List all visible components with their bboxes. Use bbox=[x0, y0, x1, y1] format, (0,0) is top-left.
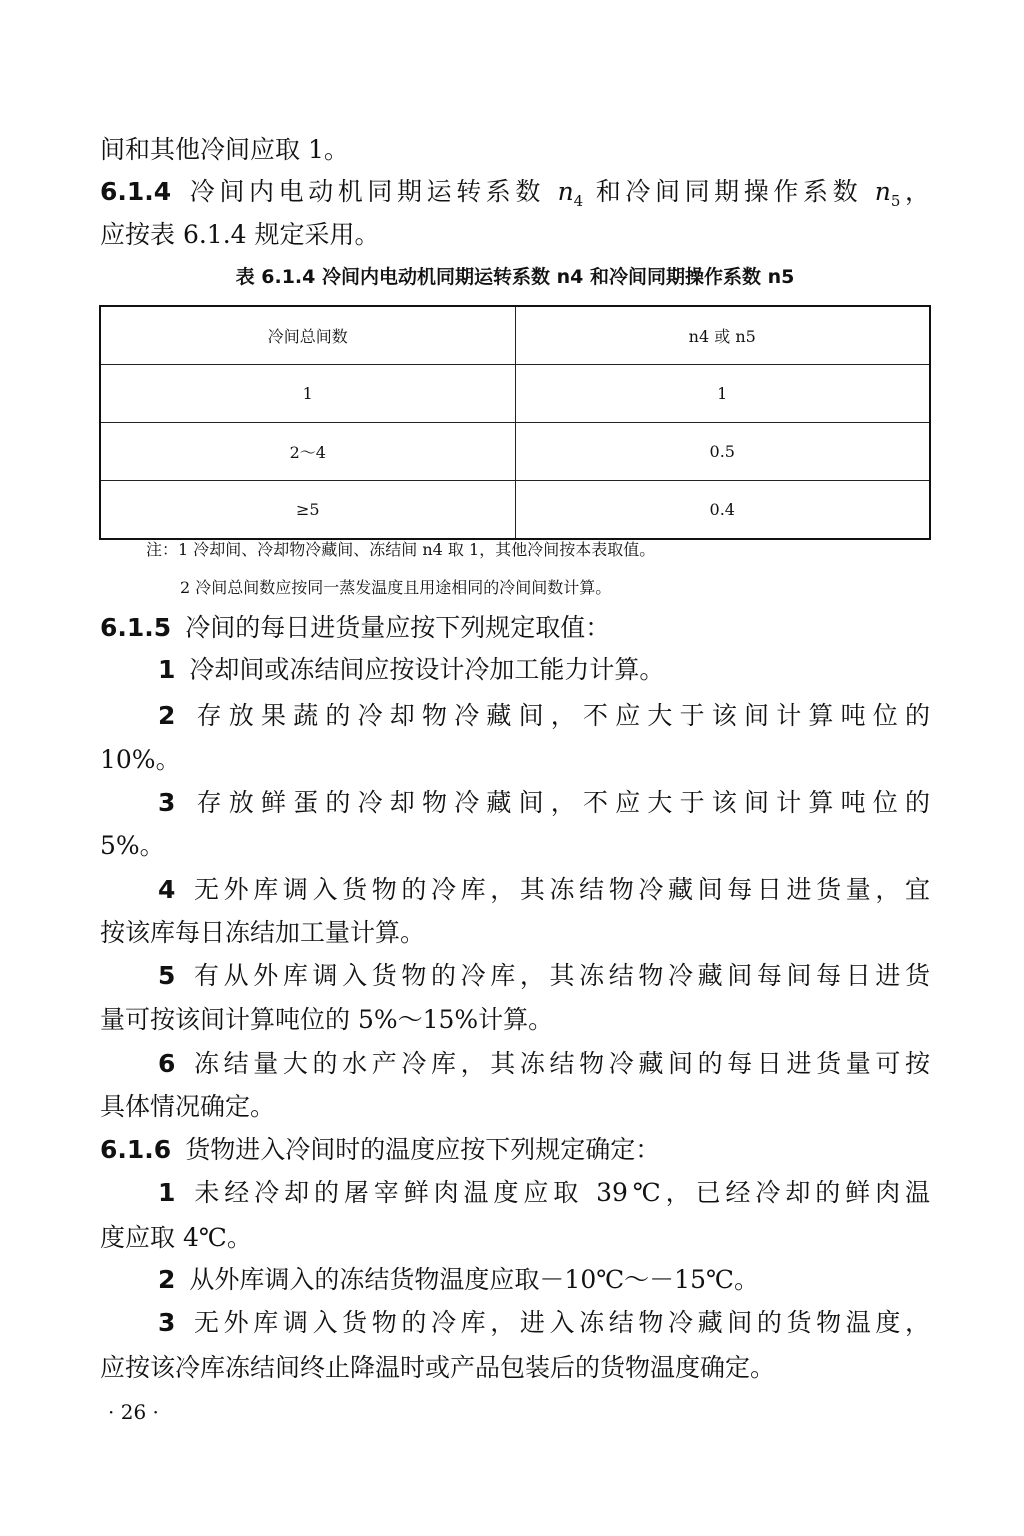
table-row bbox=[100, 365, 930, 423]
header-cell: 冷间总间数 bbox=[100, 306, 515, 365]
text-segment: 冷间内电动机同期运转系数 bbox=[185, 177, 558, 206]
clause-number: 6.1.5 bbox=[100, 613, 172, 642]
clause-number: 6.1.6 bbox=[100, 1135, 172, 1164]
text-segment: 量可按该间计算吨位的 5%～15%计算。 bbox=[100, 1005, 554, 1034]
text-segment: 无外库调入货物的冷库，进入冻结物冷藏间的货物温度， bbox=[189, 1308, 930, 1337]
text-segment: ， bbox=[900, 177, 930, 206]
text-line bbox=[158, 1046, 930, 1082]
text-line bbox=[100, 1132, 930, 1168]
text-segment: 按该库每日冻结加工量计算。 bbox=[100, 918, 426, 947]
text-line bbox=[100, 742, 930, 778]
clause-number: 3 bbox=[158, 788, 176, 817]
text-segment: 应按该冷库冻结间终止降温时或产品包装后的货物温度确定。 bbox=[100, 1353, 776, 1382]
clause-number: 1 bbox=[158, 1178, 176, 1207]
text-segment: 冷却间或冻结间应按设计冷加工能力计算。 bbox=[189, 655, 665, 684]
text-line bbox=[100, 915, 930, 951]
text-line bbox=[158, 785, 930, 821]
text-line bbox=[100, 174, 930, 210]
text-line bbox=[158, 872, 930, 908]
text-segment: 存放果蔬的冷却物冷藏间，不应大于该间计算吨位的 bbox=[189, 701, 930, 730]
text-line bbox=[100, 132, 930, 168]
text-segment: 和冷间同期操作系数 bbox=[583, 177, 875, 206]
clause-number: 2 bbox=[158, 701, 176, 730]
clause-number: 6.1.4 bbox=[100, 177, 172, 206]
clause-number: 6 bbox=[158, 1049, 176, 1078]
text-line bbox=[158, 1305, 930, 1341]
header-cell: n4 或 n5 bbox=[515, 306, 930, 365]
table-row bbox=[100, 481, 930, 540]
table-cell: 1 bbox=[515, 365, 930, 423]
table-cell: 1 bbox=[100, 365, 515, 423]
text-segment: 存放鲜蛋的冷却物冷藏间，不应大于该间计算吨位的 bbox=[189, 788, 930, 817]
text-segment: 未经冷却的屠宰鲜肉温度应取 39℃，已经冷却的鲜肉温 bbox=[189, 1178, 930, 1207]
text-line bbox=[158, 652, 930, 688]
table-row bbox=[100, 423, 930, 481]
text-line bbox=[158, 1262, 930, 1298]
text-line bbox=[100, 610, 930, 646]
text-segment: 冻结量大的水产冷库，其冻结物冷藏间的每日进货量可按 bbox=[189, 1049, 930, 1078]
text-line bbox=[100, 828, 930, 864]
table-note-1: 注：1 冷却间、冷却物冷藏间、冻结间 n4 取 1，其他冷间按本表取值。 bbox=[146, 540, 656, 559]
text-segment: 无外库调入货物的冷库，其冻结物冷藏间每日进货量，宜 bbox=[189, 875, 930, 904]
text-segment: 具体情况确定。 bbox=[100, 1092, 276, 1121]
text-line bbox=[100, 1220, 930, 1256]
table-caption: 表 6.1.4 冷间内电动机同期运转系数 n4 和冷间同期操作系数 n5 bbox=[235, 266, 795, 288]
text-segment: 5%。 bbox=[100, 831, 165, 860]
table-cell: 0.5 bbox=[515, 423, 930, 481]
table-header-row bbox=[100, 306, 930, 365]
coefficient-symbol: $n_4$ bbox=[557, 177, 584, 210]
page-number: · 26 · bbox=[108, 1400, 159, 1424]
text-line bbox=[100, 1350, 930, 1386]
table-cell: ≥5 bbox=[100, 481, 515, 540]
text-line bbox=[158, 1175, 930, 1211]
text-segment: 有从外库调入货物的冷库，其冻结物冷藏间每间每日进货 bbox=[189, 961, 930, 990]
clause-number: 1 bbox=[158, 655, 176, 684]
text-line bbox=[100, 217, 930, 253]
coefficient-table bbox=[99, 305, 931, 540]
text-segment: 间和其他冷间应取 1。 bbox=[100, 135, 349, 164]
text-segment: 度应取 4℃。 bbox=[100, 1223, 252, 1252]
clause-number: 2 bbox=[158, 1265, 176, 1294]
text-line bbox=[158, 698, 930, 734]
clause-number: 5 bbox=[158, 961, 176, 990]
clause-number: 3 bbox=[158, 1308, 176, 1337]
text-segment: 从外库调入的冻结货物温度应取－10℃～－15℃。 bbox=[189, 1265, 759, 1294]
text-line bbox=[100, 1002, 930, 1038]
table-note-2: 2 冷间总间数应按同一蒸发温度且用途相同的冷间间数计算。 bbox=[180, 578, 612, 597]
table-cell: 2～4 bbox=[100, 423, 515, 481]
text-segment: 应按表 6.1.4 规定采用。 bbox=[100, 220, 380, 249]
text-segment: 冷间的每日进货量应按下列规定取值： bbox=[185, 613, 611, 642]
text-segment: 10%。 bbox=[100, 745, 181, 774]
clause-number: 4 bbox=[158, 875, 176, 904]
text-segment: 货物进入冷间时的温度应按下列规定确定： bbox=[185, 1135, 661, 1164]
text-line bbox=[100, 1089, 930, 1125]
coefficient-symbol: $n_5$ bbox=[874, 177, 901, 210]
table-cell: 0.4 bbox=[515, 481, 930, 540]
text-line bbox=[158, 958, 930, 994]
